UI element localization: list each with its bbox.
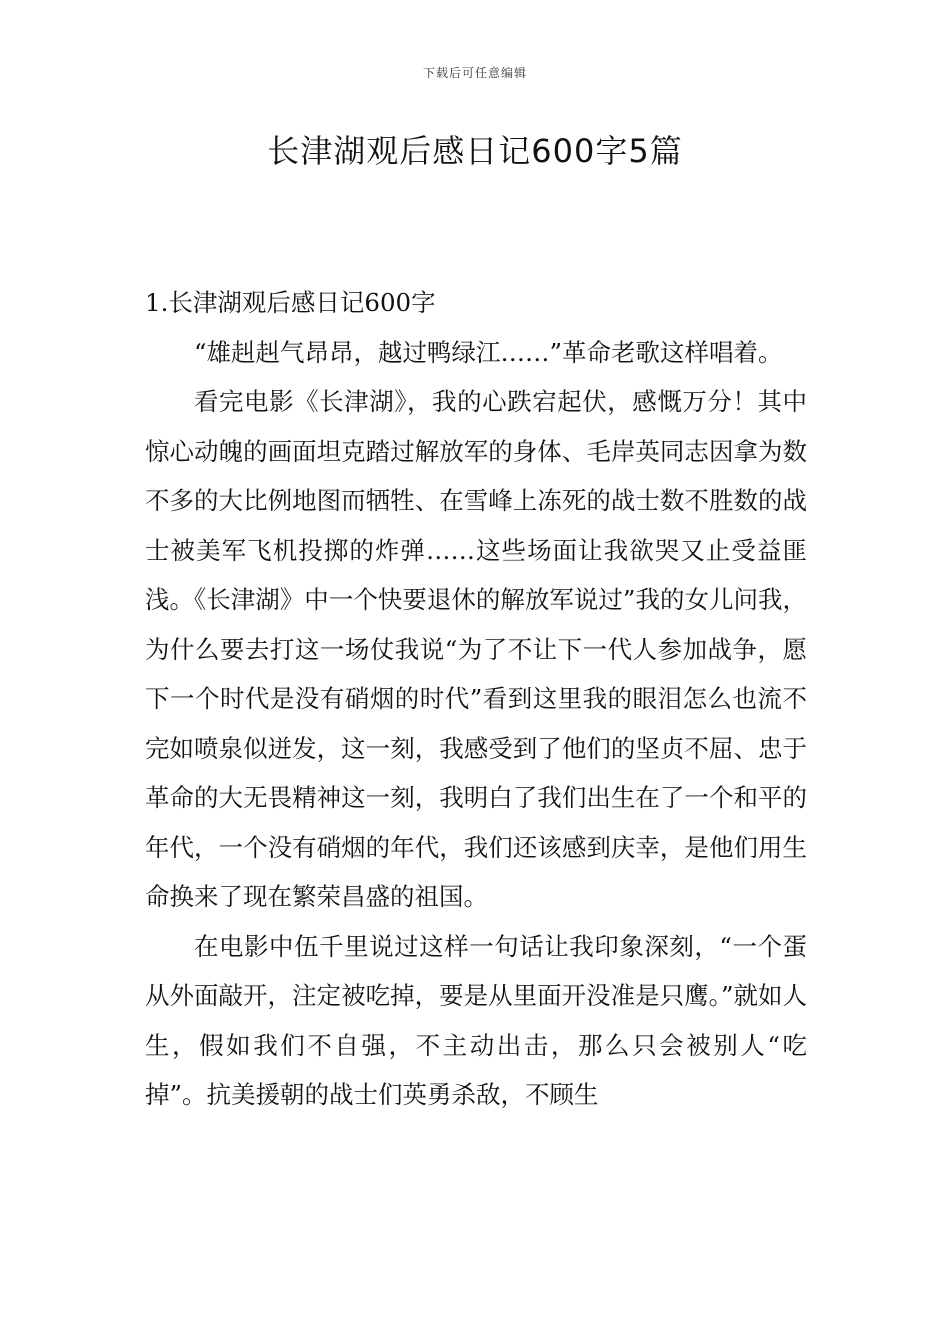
paragraph: 在电影中伍千里说过这样一句话让我印象深刻，“一个蛋从外面敲开，注定被吃掉，要是从里面开没准是只鹰。”就如人生，假如我们不自强，不主动出击，那么只会被别人“吃掉”。抗美援朝的战士们英勇杀敌，不顾生 [145, 931, 807, 1109]
paragraph: “雄赳赳气昂昂，越过鸭绿江……”革命老歌这样唱着。 [194, 337, 783, 367]
section-heading: 1.长津湖观后感日记600字 [145, 288, 436, 317]
document-body [145, 278, 807, 1120]
paragraph: 看完电影《长津湖》，我的心跌宕起伏，感慨万分！其中惊心动魄的画面坦克踏过解放军的身体、毛岸英同志因拿为数不多的大比例地图而牺牲、在雪峰上冻死的战士数不胜数的战士被美军飞机投掷的炸弹……这些场面让我欲哭又止受益匪浅。《长津湖》中一个快要退休的解放军说过”我的女儿问我，为什么要去打这一场仗我说“为了不让下一代人参加战争，愿下一个时代是没有硝烟的时代”看到这里我的眼泪怎么也流不完如喷泉似迸发，这一刻，我感受到了他们的坚贞不屈、忠于革命的大无畏精神这一刻，我明白了我们出生在了一个和平的年代，一个没有硝烟的年代，我们还该感到庆幸，是他们用生命换来了现在繁荣昌盛的祖国。 [145, 387, 807, 911]
document-title: 长津湖观后感日记600字5篇 [267, 132, 683, 170]
header-note: 下载后可任意编辑 [422, 66, 527, 80]
